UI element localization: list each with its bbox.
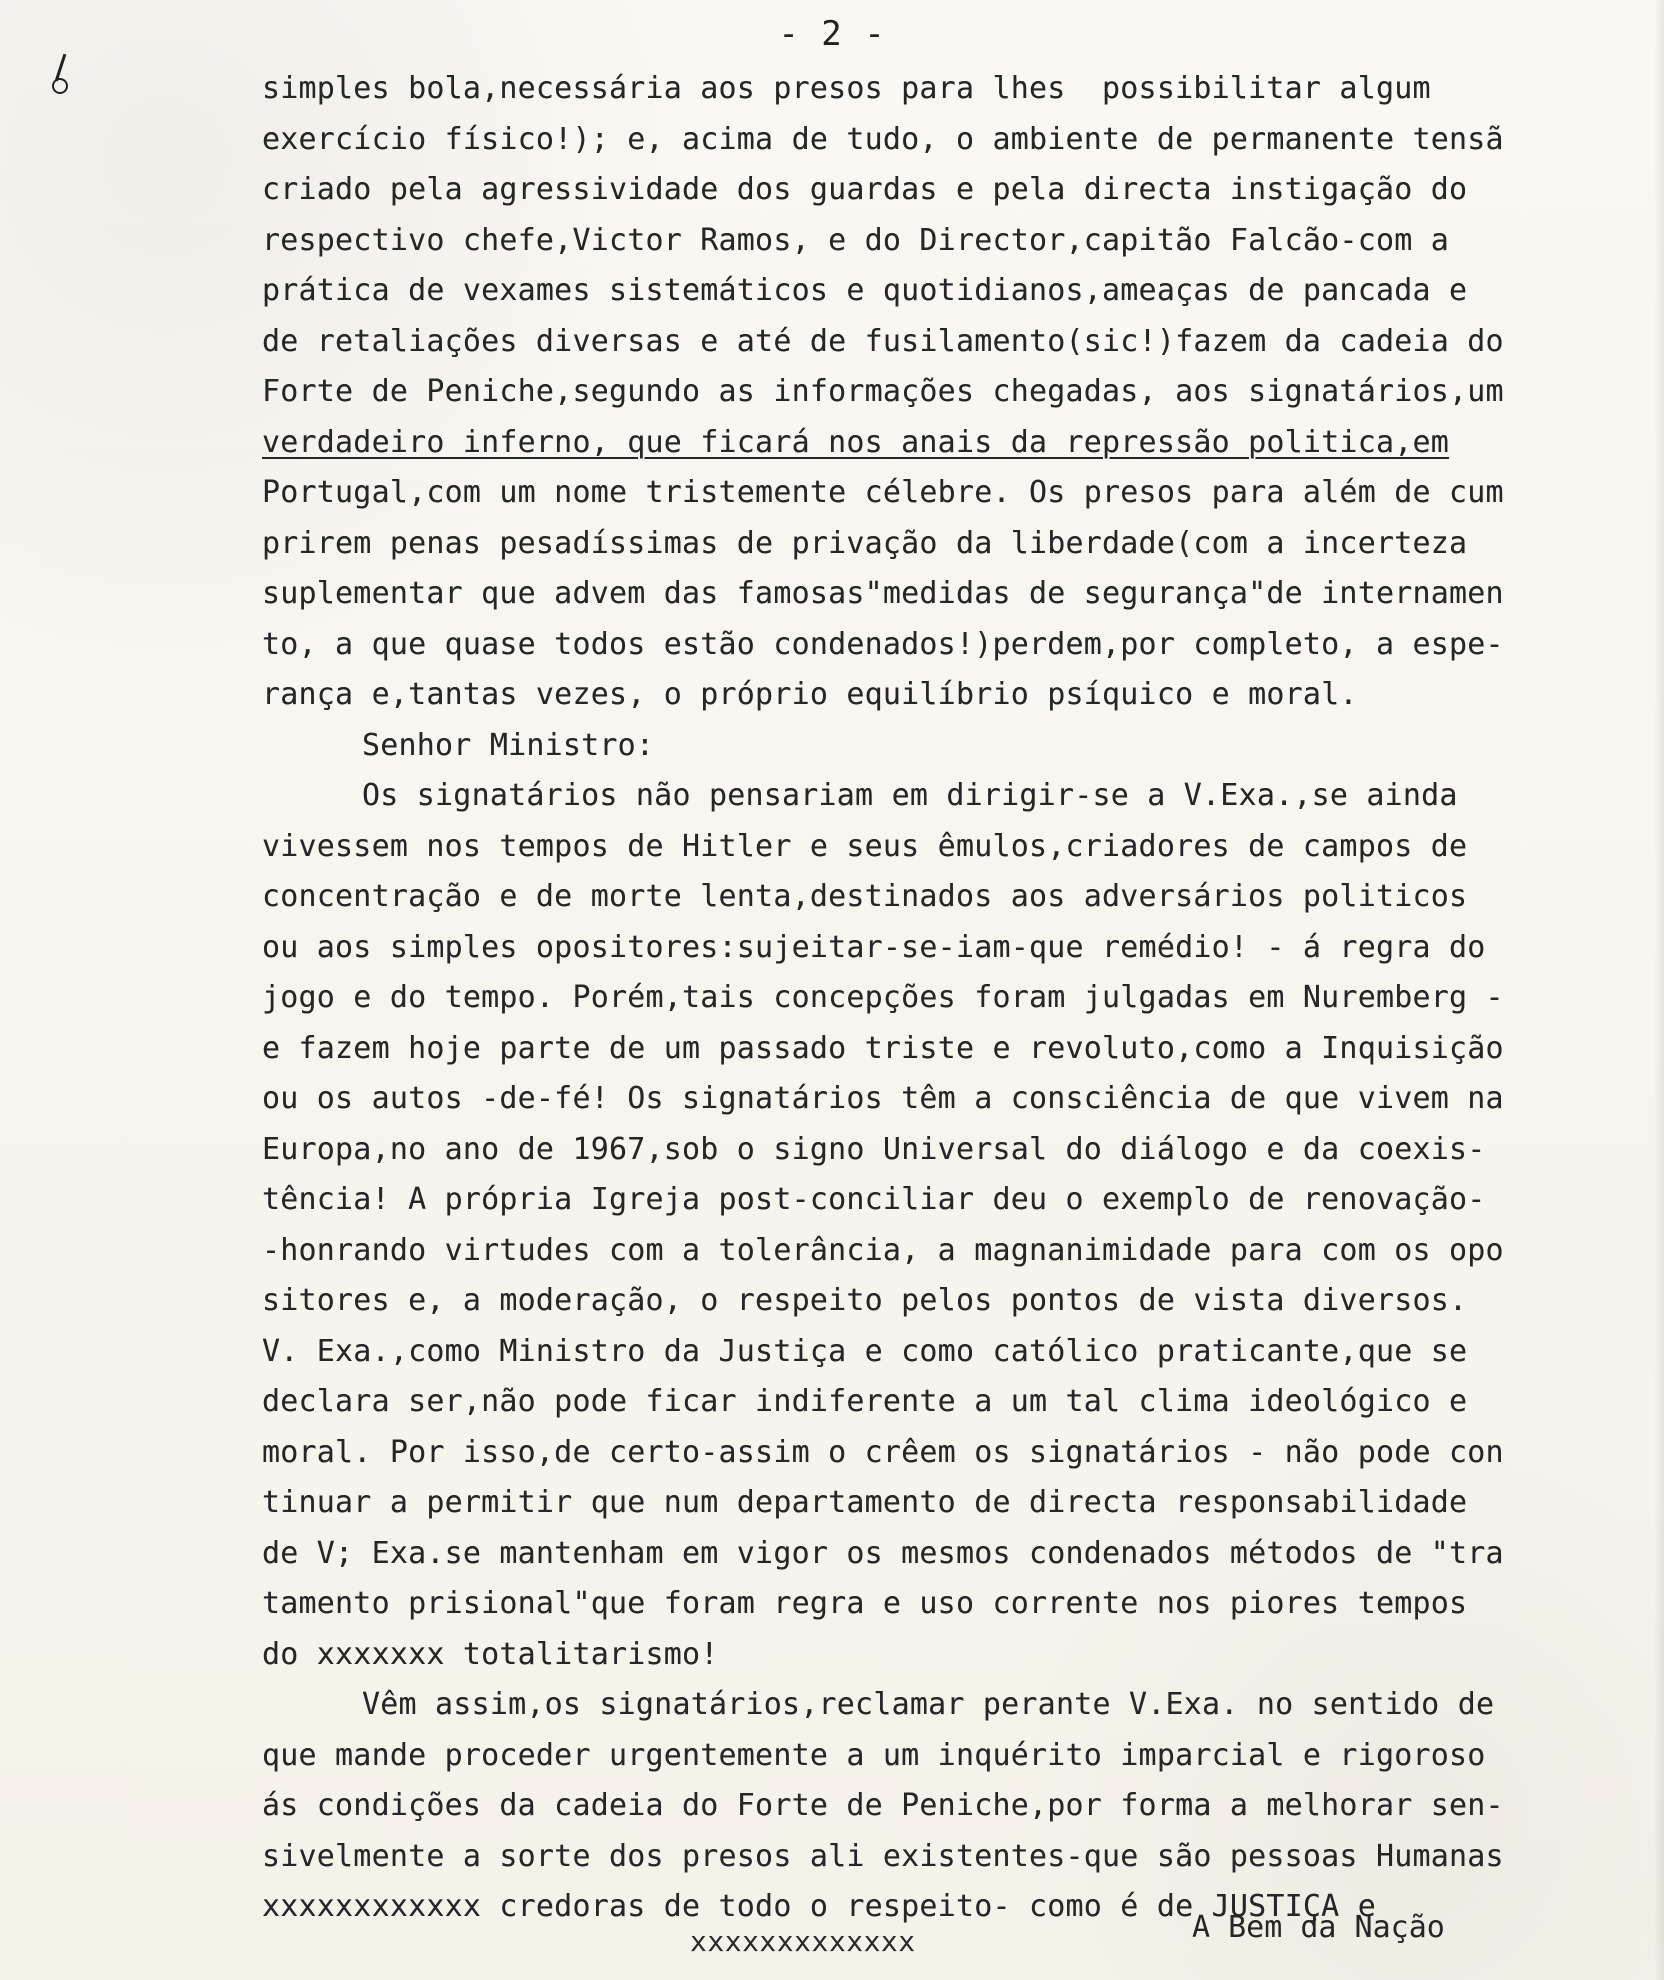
- body-line-5: prática de vexames sistemáticos e quotidianos,ameaças de pancada e: [262, 273, 1468, 308]
- body-line-9: Portugal,com um nome tristemente célebre. Os presos para além de cum: [262, 475, 1504, 510]
- body-line-22: Europa,no ano de 1967,sob o signo Universal do diálogo e da coexis-: [262, 1131, 1486, 1167]
- body-line-2: exercício físico!); e, acima de tudo, o ambiente de permanente tensã: [262, 121, 1504, 157]
- body-line-21: ou os autos -de-fé! Os signatários têm a consciência de que vivem na: [262, 1081, 1504, 1116]
- body-line-16: vivessem nos tempos de Hitler e seus êmulos,criadores de campos de: [262, 828, 1468, 864]
- body-line-7: Forte de Peniche,segundo as informações chegadas, aos signatários,um: [262, 374, 1504, 409]
- body-line-3: criado pela agressividade dos guardas e pela directa instigação do: [262, 172, 1468, 207]
- page-edge-shadow: [1654, 0, 1664, 1980]
- body-line-35: ás condições da cadeia do Forte de Peniche,por forma a melhorar sen-: [262, 1788, 1504, 1823]
- body-line-24: -honrando virtudes com a tolerância, a magnanimidade para com os opo: [262, 1232, 1504, 1268]
- body-line-17: concentração e de morte lenta,destinados aos adversários politicos: [262, 879, 1468, 914]
- body-line-4: respectivo chefe,Victor Ramos, e do Director,capitão Falcão-com a: [262, 222, 1449, 258]
- body-line-1: simples bola,necessária aos presos para lhes possibilitar algum: [262, 71, 1431, 106]
- footer-crossed-text: xxxxxxxxxxxxx: [690, 1925, 916, 1958]
- body-line-25: sitores e, a moderação, o respeito pelos pontos de vista diversos.: [262, 1283, 1468, 1318]
- body-line-30: de V; Exa.se mantenham em vigor os mesmos condenados métodos de "tra: [262, 1535, 1504, 1571]
- body-line-33: Vêm assim,os signatários,reclamar perante V.Exa. no sentido de: [362, 1687, 1495, 1722]
- body-line-27: declara ser,não pode ficar indiferente a um tal clima ideológico e: [262, 1384, 1468, 1419]
- page-number: - 2 -: [778, 14, 886, 54]
- body-line-13: rança e,tantas vezes, o próprio equilíbrio psíquico e moral.: [262, 677, 1358, 712]
- body-line-15: Os signatários não pensariam em dirigir-se a V.Exa.,se ainda: [362, 778, 1458, 813]
- body-line-32: do xxxxxxx totalitarismo!: [262, 1636, 719, 1672]
- document-body: [262, 64, 1652, 1933]
- body-line-29: tinuar a permitir que num departamento de directa responsabilidade: [262, 1485, 1468, 1520]
- body-line-31: tamento prisional"que foram regra e uso corrente nos piores tempos: [262, 1586, 1468, 1621]
- body-line-36: sivelmente a sorte dos presos ali existentes-que são pessoas Humanas: [262, 1838, 1504, 1874]
- body-line-6: de retaliações diversas e até de fusilamento(sic!)fazem da cadeia do: [262, 323, 1504, 359]
- body-line-37: xxxxxxxxxxxx credoras de todo o respeito- como é de JUSTIÇA e: [262, 1889, 1376, 1924]
- body-line-28: moral. Por isso,de certo-assim o crêem os signatários - não pode con: [262, 1434, 1504, 1470]
- body-line-26: V. Exa.,como Ministro da Justiça e como católico praticante,que se: [262, 1333, 1468, 1369]
- body-line-12: to, a que quase todos estão condenados!)perdem,por completo, a espe-: [262, 626, 1504, 662]
- closing-phrase: A Bem da Nação: [1192, 1910, 1445, 1945]
- margin-annotation-mark: [50, 54, 76, 92]
- salutation-line: Senhor Ministro:: [362, 727, 655, 763]
- body-line-20: e fazem hoje parte de um passado triste e revoluto,como a Inquisição: [262, 1030, 1504, 1066]
- body-line-23: tência! A própria Igreja post-conciliar deu o exemplo de renovação-: [262, 1182, 1486, 1217]
- body-line-8: verdadeiro inferno, que ficará nos anais da repressão politica,em: [262, 424, 1449, 460]
- document-footer: [0, 1910, 1664, 1958]
- body-line-18: ou aos simples opositores:sujeitar-se-iam-que remédio! - á regra do: [262, 929, 1486, 965]
- body-line-11: suplementar que advem das famosas"medidas de segurança"de internamen: [262, 576, 1504, 611]
- body-line-19: jogo e do tempo. Porém,tais concepções foram julgadas em Nuremberg -: [262, 980, 1504, 1015]
- body-line-10: prirem penas pesadíssimas de privação da liberdade(com a incerteza: [262, 525, 1468, 561]
- body-line-34: que mande proceder urgentemente a um inquérito imparcial e rigoroso: [262, 1737, 1486, 1773]
